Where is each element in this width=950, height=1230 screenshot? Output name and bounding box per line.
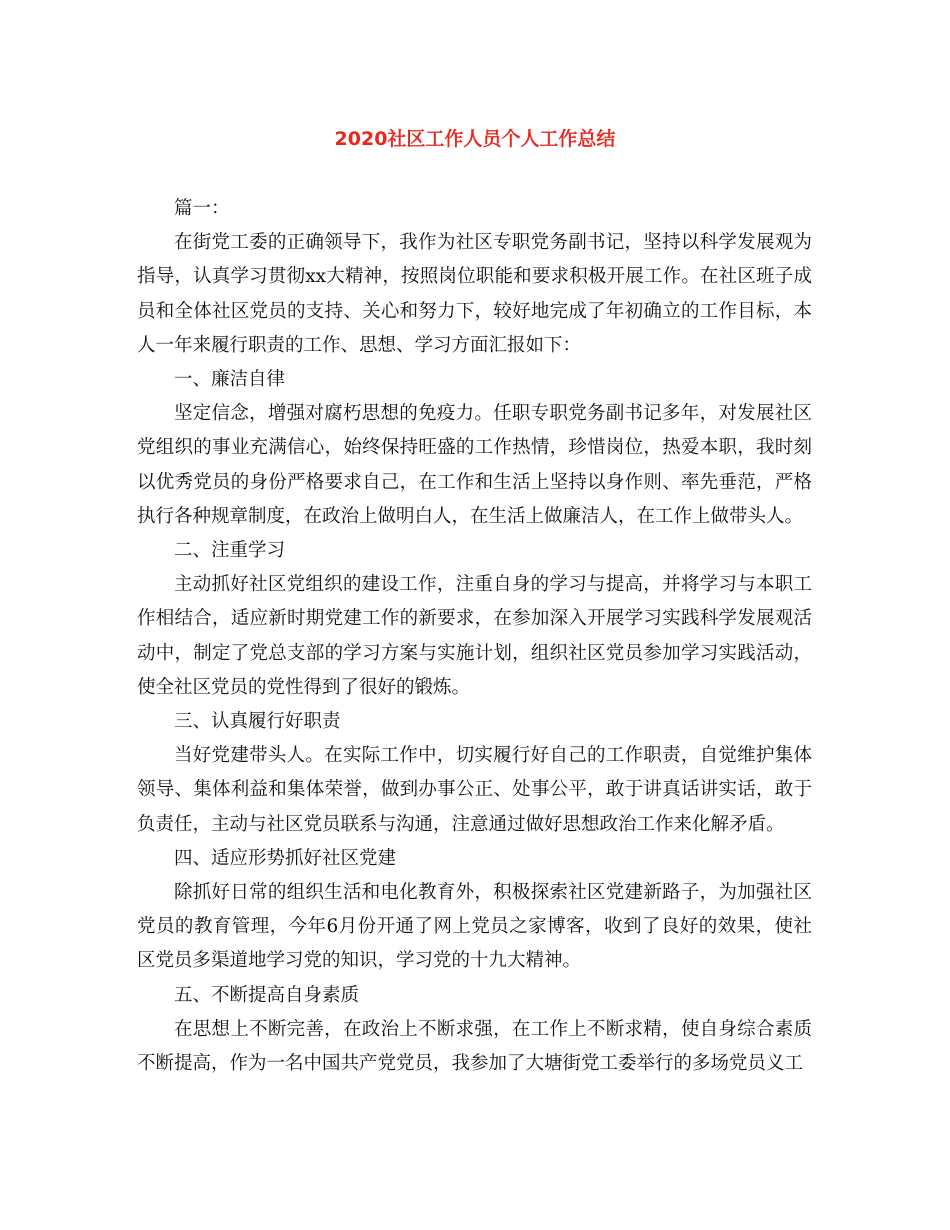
paragraph-2: 主动抓好社区党组织的建设工作，注重自身的学习与提高，并将学习与本职工作相结合，适应新时期党建工作的新要求，在参加深入开展学习实践科学发展观活动中，制定了党总支部的学习方案与实施计划，组织社区党员参加学习实践活动，使全社区党员的党性得到了很好的锻炼。: [137, 574, 812, 698]
heading-2: 二、注重学习: [174, 540, 286, 562]
paragraph-5: 在思想上不断完善，在政治上不断求强，在工作上不断求精，使自身综合素质不断提高，作为一名中国共产党党员，我参加了大塘街党工委举行的多场党员义工: [137, 1018, 812, 1075]
intro-paragraph: 在街党工委的正确领导下，我作为社区专职党务副书记，坚持以科学发展观为指导，认真学习贯彻xx大精神，按照岗位职能和要求积极开展工作。在社区班子成员和全体社区党员的支持、关心和努力下，较好地完成了年初确立的工作目标，本人一年来履行职责的工作、思想、学习方面汇报如下：: [137, 232, 812, 356]
document-title: 2020社区工作人员个人工作总结: [334, 128, 616, 150]
heading-1: 一、廉洁自律: [174, 369, 286, 391]
paragraph-1: 坚定信念，增强对腐朽思想的免疫力。任职专职党务副书记多年，对发展社区党组织的事业充满信心，始终保持旺盛的工作热情，珍惜岗位，热爱本职，我时刻以优秀党员的身份严格要求自己，在工作和生活上坚持以身作则、率先垂范，严格执行各种规章制度，在政治上做明白人，在生活上做廉洁人，在工作上做带头人。: [137, 403, 812, 527]
heading-5: 五、不断提高自身素质: [174, 984, 360, 1006]
heading-4: 四、适应形势抓好社区党建: [174, 847, 397, 869]
section-label: 篇一：: [174, 198, 230, 219]
heading-3: 三、认真履行好职责: [174, 711, 341, 733]
paragraph-3: 当好党建带头人。在实际工作中，切实履行好自己的工作职责，自觉维护集体领导、集体利益和集体荣誉，做到办事公正、处事公平，敢于讲真话讲实话，敢于负责任，主动与社区党员联系与沟通，注意通过做好思想政治工作来化解矛盾。: [137, 745, 812, 835]
paragraph-4: 除抓好日常的组织生活和电化教育外，积极探索社区党建新路子，为加强社区党员的教育管理，今年6月份开通了网上党员之家博客，收到了良好的效果，使社区党员多渠道地学习党的知识，学习党的十九大精神。: [137, 882, 812, 972]
document-body: [137, 192, 812, 1081]
